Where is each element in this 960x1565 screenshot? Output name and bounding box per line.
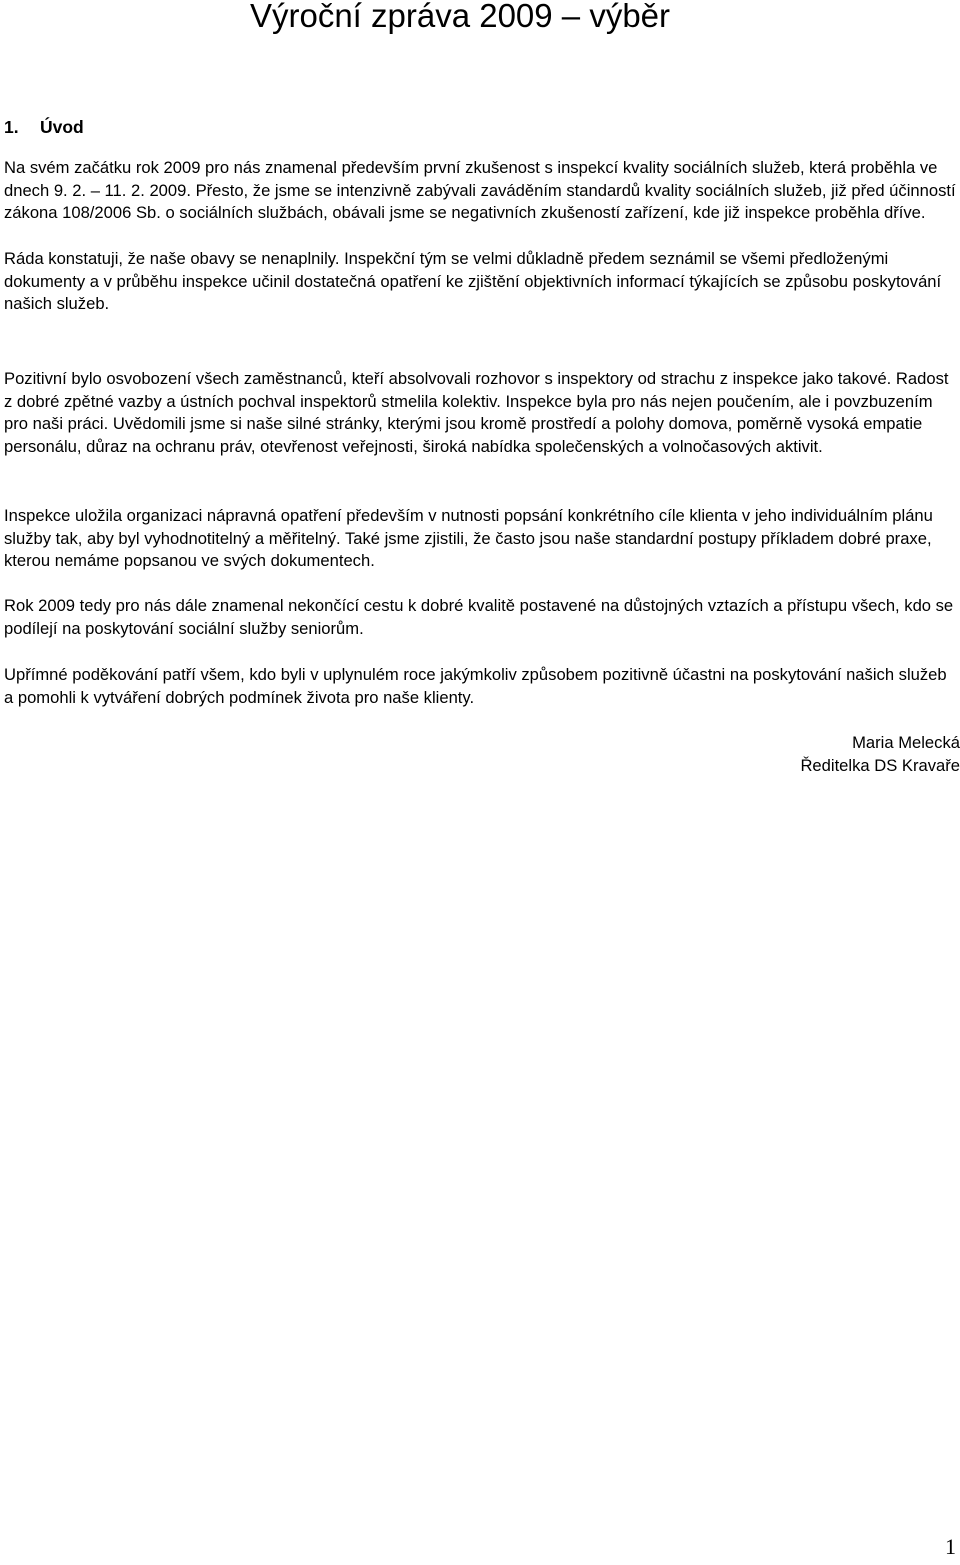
paragraph-inspection-result: Ráda konstatuji, že naše obavy se nenaplnily. Inspekční tým se velmi důkladně předem seznámil se všemi předloženými dokumenty a v průběhu inspekce učinil dostatečná opatření ke zjištění objektivních informací týkajících se způsobu poskytování našich služeb.	[4, 249, 942, 313]
paragraph-positive-outcome: Pozitivní bylo osvobození všech zaměstnanců, kteří absolvovali rozhovor s inspektory od strachu z inspekce jako takové. Radost z dobré zpětné vazby a ústních pochval inspektorů stmelila kolektiv. Inspekce byla pro nás nejen poučením, ale i povzbuzením pro naši práci. Uvědomili jsme si naše silné stránky, kterými jsou kromě prostředí a polohy domova, poměrně vysoká empatie personálu, důraz na ochranu práv, otevřenost veřejnosti, široká nabídka společenských a volnočasových aktivit.	[4, 369, 949, 456]
signature-role: Ředitelka DS Kravaře	[800, 755, 960, 775]
paragraph-corrective-measures: Inspekce uložila organizaci nápravná opatření především v nutnosti popsání konkrétního cíle klienta v jeho individuálním plánu služby tak, aby byl vyhodnotitelný a měřitelný. Také jsme zjistili, že často jsou naše standardní postupy příkladem dobré praxe, kterou nemáme popsanou ve svých dokumentech.	[4, 506, 933, 570]
paragraph-year-summary: Rok 2009 tedy pro nás dále znamenal nekončící cestu k dobré kvalitě postavené na důstojných vztazích a přístupu všech, kdo se podílejí na poskytování sociální služby seniorům.	[4, 596, 954, 638]
section-heading	[4, 116, 84, 138]
section-number: 1.	[4, 117, 19, 137]
signature-block	[800, 732, 960, 777]
paragraph-thanks: Upřímné poděkování patří všem, kdo byli v uplynulém roce jakýmkoliv způsobem pozitivně účastni na poskytování našich služeb a pomohli k vytváření dobrých podmínek života pro naše klienty.	[4, 665, 947, 707]
paragraph-intro: Na svém začátku rok 2009 pro nás znamenal především první zkušenost s inspekcí kvality sociálních služeb, která proběhla ve dnech 9. 2. – 11. 2. 2009. Přesto, že jsme se intenzivně zabývali zaváděním standardů kvality sociálních služeb, již před účinností zákona 108/2006 Sb. o sociálních službách, obávali jsme se negativních zkušeností zařízení, kde již inspekce proběhla dříve.	[4, 158, 956, 222]
document-title: Výroční zpráva 2009 – výběr	[249, 0, 671, 34]
section-title: Úvod	[40, 117, 84, 137]
signature-name: Maria Melecká	[852, 733, 960, 752]
page-number: 1	[945, 1534, 956, 1559]
